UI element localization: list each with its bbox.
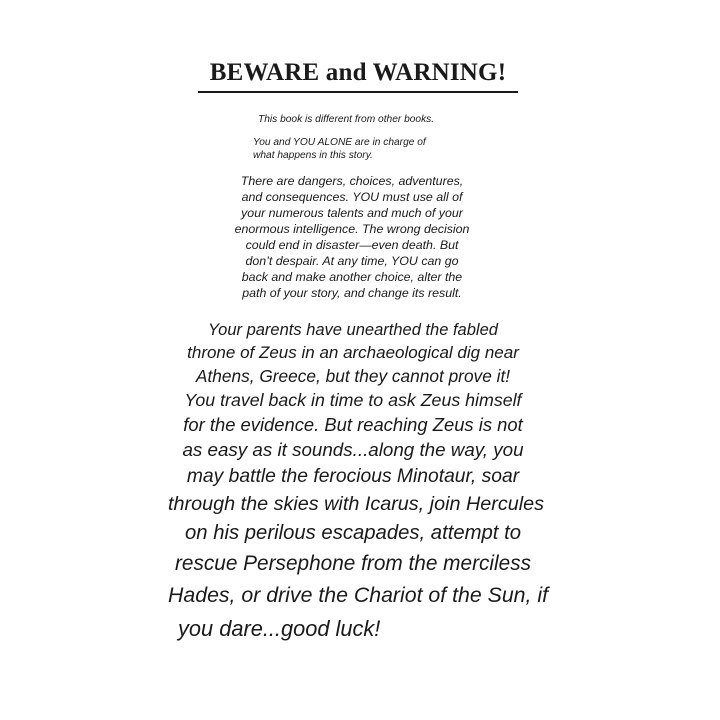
heading-underline	[198, 91, 518, 93]
intro-paragraph-line: You and YOU ALONE are in charge of	[253, 137, 426, 148]
story-line: throne of Zeus in an archaeological dig near	[187, 343, 519, 362]
intro-paragraph-line: what happens in this story.	[253, 150, 373, 161]
story-line: may battle the ferocious Minotaur, soar	[186, 466, 520, 487]
story-blurb	[168, 320, 548, 646]
story-line: as easy as it sounds...along the way, you	[182, 439, 524, 460]
story-line: you dare...good luck!	[178, 616, 381, 641]
intro-paragraph-charge	[253, 136, 463, 162]
story-line: on his perilous escapades, attempt to	[185, 522, 521, 544]
story-line: Hades, or drive the Chariot of the Sun, if	[168, 583, 548, 607]
intro-paragraph-line: could end in disaster—even death. But	[245, 238, 459, 252]
story-line: Your parents have unearthed the fabled	[208, 321, 498, 339]
intro-line: This book is different from other books.	[258, 114, 435, 125]
intro-paragraph-line: don’t despair. At any time, YOU can go	[245, 254, 459, 268]
story-line: rescue Persephone from the merciless	[174, 552, 531, 575]
story-line: Athens, Greece, but they cannot prove it!	[195, 366, 511, 386]
intro-paragraph-line: your numerous talents and much of your	[241, 206, 463, 220]
intro-paragraph-line: and consequences. YOU must use all of	[241, 190, 463, 204]
intro-paragraph-dangers	[228, 173, 476, 301]
intro-paragraph-line: enormous intelligence. The wrong decision	[234, 222, 470, 236]
intro-paragraph-line: back and make another choice, alter the	[241, 270, 463, 284]
intro-paragraph-line: There are dangers, choices, adventures,	[240, 174, 464, 188]
story-line: through the skies with Icarus, join Hercules	[168, 493, 545, 515]
story-line: for the evidence. But reaching Zeus is not	[183, 414, 523, 435]
page-heading: BEWARE and WARNING!	[209, 59, 507, 86]
intro-paragraph-line: path of your story, and change its result.	[242, 286, 462, 300]
story-line: You travel back in time to ask Zeus himself	[184, 390, 522, 410]
